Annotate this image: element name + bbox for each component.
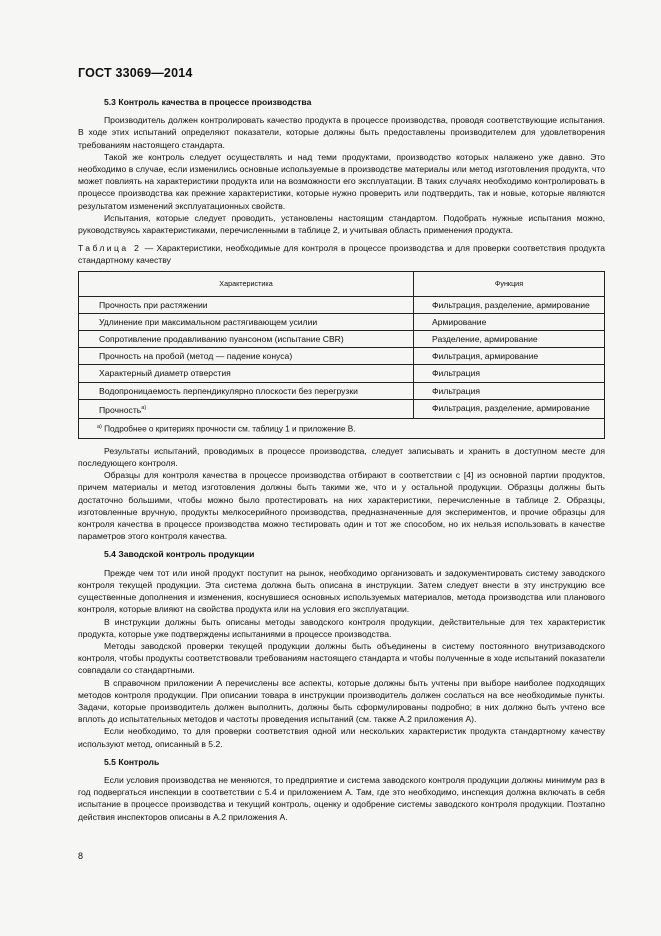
paragraph: В инструкции должны быть описаны методы заводского контроля продукции, действительные для тех характеристик продукта, которые уже подтверждены испытаниями в процессе производства. [78, 616, 605, 639]
cell-characteristic: Сопротивление продавливанию пуансоном (испытание CBR) [79, 331, 414, 348]
cell-function: Фильтрация, армирование [414, 348, 605, 365]
column-header-function: Функция [414, 271, 605, 296]
paragraph: Испытания, которые следует проводить, установлены настоящим стандартом. Подобрать нужные испытания можно, руководствуясь характеристиками, перечисленными в таблице 2, и учитывая область применения продукта. [78, 212, 605, 236]
paragraph: Прежде чем тот или иной продукт поступит на рынок, необходимо организовать и задокументировать систему заводского контроля текущей продукции. Эта система должна быть описана в инструкции. Затем следует внести в эту инструкцию все существенные дополнения и изменения, коснувшиеся основных используемых материалов, метода производства или планового контроля, которые влияют на свойства продукта или на условия его эксплуатации. [78, 567, 605, 615]
cell-characteristic: Водопроницаемость перпендикулярно плоскости без перегрузки [79, 382, 414, 399]
paragraph: Производитель должен контролировать качество продукта в процессе производства, проводя соответствующие испытания. В ходе этих испытаний определяют показатели, которые должны быть предоставлены производителем для удовлетворения требованиям настоящего стандарта. [78, 115, 605, 150]
paragraph: Если необходимо, то для проверки соответствия одной или нескольких характеристик продукта стандартному качеству используют метод, описанный в 5.2. [78, 726, 605, 749]
paragraph: Результаты испытаний, проводимых в процессе производства, следует записывать и хранить в доступном месте для последующего контроля. [78, 445, 605, 469]
paragraph: Такой же контроль следует осуществлять и над теми продуктами, производство которых налажено уже давно. Это необходимо в случае, если изменились основные используемые в производстве материалы или метод изготовления продукта, что может повлиять на характеристики продукта или на возможности его эксплуатации. В таких случаях необходимо контролировать в процессе производства как прежние характеристики, которые нужно проверить или подтвердить, так и новые, которые являются результатом изменений эксплуатационных свойств. [78, 151, 605, 211]
cell-function: Фильтрация, разделение, армирование [414, 399, 605, 418]
table-row [79, 382, 605, 399]
table-footnote-row [79, 418, 605, 438]
table-row [79, 399, 605, 418]
table-label: Таблица 2 [78, 243, 142, 254]
table-footnote [79, 418, 605, 438]
cell-characteristic: Прочность на пробой (метод — падение конуса) [79, 348, 414, 365]
section-5-4-title: 5.4 Заводской контроль продукции [104, 549, 255, 560]
cell-characteristic: Характерный диаметр отверстия [79, 365, 414, 382]
paragraph: Образцы для контроля качества в процессе производства отбирают в соответствии с [4] из основной партии продуктов, причем материалы и метод изготовления должны быть такими же, что и у остальной продукции. Образцы должны быть достаточно большими, чтобы можно было протестировать на них характеристики, перечисленные в таблице 2. Образцы, изготовленные вручную, продукты мелкосерийного производства, предназначенные для экспериментов, и прочие образцы для контроля качества в процессе производства можно тестировать один и тот же способом, но их нельзя использовать в качестве параметров этого контроля качества. [78, 470, 605, 542]
cell-characteristic: Прочность при растяжении [79, 296, 414, 313]
cell-characteristic: Удлинение при максимальном растягивающем усилии [79, 313, 414, 330]
table-row [79, 313, 605, 330]
table-header-row [79, 271, 605, 296]
footnote-text: Подробнее о критериях прочности см. таблицу 1 и приложение В. [101, 424, 356, 434]
cell-function: Фильтрация [414, 382, 605, 399]
paragraph: Методы заводской проверки текущей продукции должны быть объединены в систему постоянного внутризаводского контроля, чтобы продукты соответствовали требованиям настоящего стандарта и чтобы полученные в ходе испытаний показатели совпадали со стандартными. [78, 640, 605, 676]
footnote-mark: а) [97, 423, 102, 430]
document-header: ГОСТ 33069—2014 [78, 66, 193, 80]
footnote-mark: а) [141, 404, 147, 411]
table-row [79, 365, 605, 382]
paragraph: В справочном приложении А перечислены все аспекты, которые должны быть учтены при выборе наиболее подходящих методов контроля продукции. При описании товара в инструкции производитель должен сослаться на все необходимые пункты. Задачи, которые производитель должен выполнить, должны быть сформулированы подробно; в них должно быть учтено все вплоть до испытательных методов и частоты проведения испытаний (см. также А.2 приложения А). [78, 677, 605, 725]
page-number: 8 [78, 851, 84, 861]
column-header-characteristic: Характеристика [79, 271, 414, 296]
cell-characteristic-text: Прочность [99, 404, 142, 415]
table-caption-text: — Характеристики, необходимые для контроля в процессе производства и для проверки соответствия продукта стандартному качеству [78, 243, 605, 266]
section-5-5-title: 5.5 Контроль [104, 756, 160, 767]
table-row [79, 296, 605, 313]
section-5-3-title: 5.3 Контроль качества в процессе производства [104, 97, 312, 107]
document-body [78, 96, 605, 823]
table-row [79, 331, 605, 348]
cell-function: Фильтрация [414, 365, 605, 382]
cell-function: Армирование [414, 313, 605, 330]
table-row [79, 348, 605, 365]
cell-characteristic [79, 399, 414, 418]
table-caption [78, 242, 605, 266]
table-2 [78, 271, 605, 439]
paragraph: Если условия производства не меняются, то предприятие и система заводского контроля продукции должны минимум раз в год подвергаться инспекции в соответствии с 5.4 и приложением А. Там, где это необходимо, инспекция должна включать в себя испытание в процессе производства и текущий контроль, оценку и одобрение системы заводского контроля продукции. Поэтапно действия инспекторов описаны в А.2 приложения А. [78, 774, 605, 822]
cell-function: Фильтрация, разделение, армирование [414, 296, 605, 313]
cell-function: Разделение, армирование [414, 331, 605, 348]
